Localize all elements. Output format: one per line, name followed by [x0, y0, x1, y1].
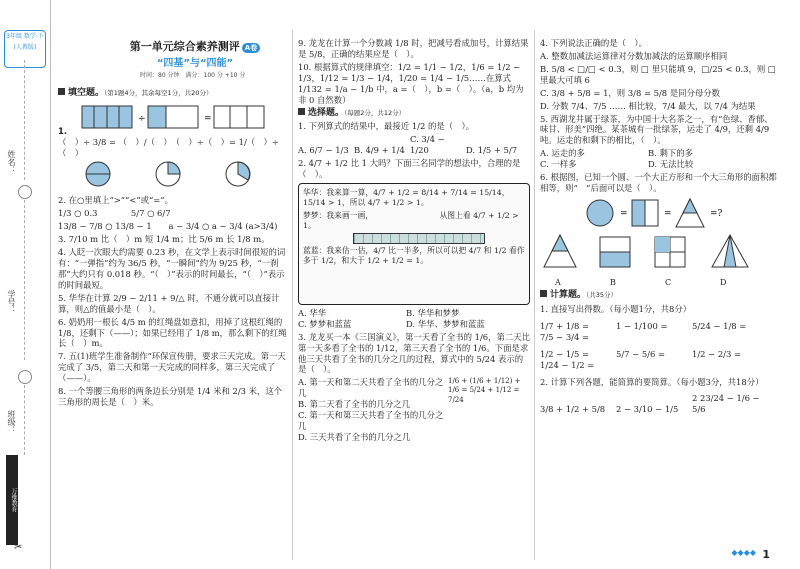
svg-text:=?: =? [710, 208, 723, 219]
option-c[interactable]: C. 一样多 [540, 159, 577, 170]
option-d[interactable]: D. 华华、梦梦和蓝蓝 [406, 318, 485, 329]
section-choice: 选择题。（每题2分，共12分） [298, 108, 530, 120]
grid-diagram [353, 233, 525, 244]
label-a[interactable]: A [555, 277, 561, 287]
scissors-icon: ✂ [14, 542, 23, 553]
fraction-rectangles [80, 104, 280, 132]
calc-item: 2 − 3/10 − 1/5 [616, 404, 679, 415]
option-b[interactable]: B. 剩下的多 [648, 148, 693, 159]
option-a[interactable]: A. 运走的多 [540, 148, 585, 159]
column-divider [292, 30, 293, 560]
calc-question-2: 2. 计算下列各题，能简算的要简算。（每小题3分，共18分） [540, 376, 764, 387]
version-tag: A卷 [242, 43, 260, 53]
dotted-line [24, 60, 25, 180]
section-fill-blank: 填空题。（第1题4分，其余每空1分，共20分） [58, 88, 288, 100]
option-a[interactable]: A. 第一天和第二天共看了全书的几分之几 [298, 377, 444, 399]
class-label: 班级： [7, 410, 16, 434]
dialog-lanlan: 蓝蓝：我来估一估，4/7 比一半多，所以可以把 4/7 和 1/2 看作多于 1/2，和大于 1/2 + 1/2 = 1。 [303, 246, 525, 266]
choice-question-6: 6. 根据图，已知一个圆、一个大正方形和一个大三角形的面积都相等，则“ ”后面可以是（ ）。 [540, 172, 777, 194]
page-number: 1 [762, 548, 770, 561]
choice-question-5: 5. 西湖龙井属于绿茶，为中国十大名茶之一，有“色绿、香郁、味甘、形美”四绝。某茶城有一批绿茶，运走了 4/9，还剩 4/9 吨。运走的和剩下的相比，（ ）。 [540, 113, 773, 146]
option-c[interactable]: C. 3/8 + 5/8 = 1，则 3/8 = 5/8 是同分母分数 [540, 87, 721, 98]
option-b[interactable]: B. 华华和梦梦 [406, 307, 460, 318]
dialog-huahua: 华华：我来算一算，4/7 + 1/2 = 8/14 + 7/14 = 15/14，15/14 > 1，所以 4/7 + 1/2 > 1。 [303, 187, 510, 207]
page-dots-decoration: ◆◆◆◆ [731, 548, 756, 557]
label-b[interactable]: B [610, 277, 616, 287]
page-header [100, 38, 290, 68]
question-1: 1. ÷ = （ ）÷ 3/8 = （ ）/（ ） （ ）÷（ ）= 1/（ ）÷（ ） [58, 102, 288, 194]
calc-item: 7/5 − 3/4 = [540, 331, 589, 342]
calc-item: 2 23/24 − 1/6 − 5/6 [692, 393, 760, 415]
option-d[interactable]: D. 分数 7/4、7/5 …… 相比较，7/4 最大，以 7/4 为结果 [540, 100, 756, 111]
svg-text:=: = [620, 208, 628, 219]
column-3 [540, 38, 780, 421]
binding-strip [0, 0, 51, 569]
calc-item: 3/8 + 1/2 + 5/8 [540, 404, 606, 415]
calc-item: 1 − 1/100 = [616, 320, 668, 331]
option-c[interactable]: C. 3/4 − 1/20 [410, 134, 445, 156]
choice-3-options [298, 377, 530, 443]
calc-question-1: 1. 直接写出得数。（每小题1分，共8分） [540, 303, 692, 314]
dotted-line [24, 200, 25, 360]
calc-item: 1/7 + 1/8 = [540, 320, 589, 331]
fraction-circles [68, 160, 268, 188]
grade-badge: 3年级 数学·下 (人教版) [4, 30, 46, 68]
student-dialog-box [298, 183, 530, 305]
calc-item: 5/7 − 5/6 = [616, 348, 665, 359]
option-d[interactable]: D. 1/5 + 5/7 [466, 145, 518, 156]
question-1-fractions: （ ）÷ 3/8 = （ ）/（ ） （ ）÷（ ）= 1/（ ）÷（ ） [58, 136, 279, 158]
calc-row-3 [540, 393, 780, 415]
dotted-line [24, 385, 25, 455]
option-a[interactable]: A. 整数加减法运算律对分数加减法的运算顺序相同 [540, 50, 728, 61]
question-5: 5. 华华在计算 2/9 − 2/11 + 9/△ 时，不通分就可以直接计算，则△的值最小是（ ）。 [58, 292, 280, 314]
option-c[interactable]: C. 梦梦和蓝蓝 [298, 318, 352, 329]
option-b[interactable]: B. 4/9 + 1/4 [354, 145, 405, 156]
option-d[interactable]: D. 无法比较 [648, 159, 694, 170]
calc-item: 1/2 − 2/3 = [692, 348, 741, 359]
school-label: 学号： [7, 290, 16, 314]
question-9: 9. 龙龙在计算一个分数减 1/8 时，把减号看成加号，计算结果是 5/8，正确的结果应是（ ）。 [298, 38, 529, 59]
page-title: 第一单元综合素养测评 A卷 [100, 38, 290, 54]
answer-figures [540, 233, 770, 275]
option-a[interactable]: A. 华华 [298, 307, 327, 318]
choice-question-3: 3. 龙龙买一本《三国演义》，第一天看了全书的 1/6，第二天比第一天多看了全书的 1/12，第三天看了全书的 1/6。下面是求他三天共看了全书的几分之几的过程，算式中的 5/24 表示的是（ ）。 [298, 331, 530, 375]
option-c[interactable]: C. 第一天和第三天共看了全书的几分之几 [298, 410, 444, 432]
option-b[interactable]: B. 5/8 < □/□ < 0.3，则 □ 里只能填 9，□/25 < 0.3，则 □ 里最大可填 6 [540, 63, 776, 85]
question-3: 3. 7/10 m 比（ ）m 短 1/4 m；比 5/6 m 长 1/8 m。 [58, 234, 270, 245]
option-d[interactable]: D. 三天共看了全书的几分之几 [298, 431, 411, 442]
binding-hole-1 [18, 185, 32, 199]
choice-question-4: 4. 下列说法正确的是（ ）。 [540, 38, 647, 48]
svg-text:=: = [664, 208, 672, 219]
choice-question-1: 1. 下列算式的结果中，最接近 1/2 的是（ ）。 [298, 121, 475, 132]
time-info: 时间：80 分钟 满分：100 分 +10 分 [140, 72, 246, 79]
choice-1-options [298, 134, 530, 156]
figure-labels [540, 278, 780, 288]
question-8: 8. 一个等腰三角形的两条边长分别是 1/4 米和 2/3 米，这个三角形的周长是（ ）米。 [58, 386, 283, 408]
name-label: 姓名： [7, 150, 16, 174]
column-2 [298, 38, 530, 445]
calc-row-2 [540, 349, 780, 371]
label-d[interactable]: D [720, 277, 727, 287]
column-divider [534, 30, 535, 560]
calc-item: 1/24 − 1/2 = [540, 359, 595, 370]
calc-row-1 [540, 321, 780, 343]
question-7: 7. 五(1)班学生准备制作“环保宣传册，要求三天完成。第一天完成了 3/5，第二天和第一天完成的同样多，第三天完成了（——）。 [58, 351, 286, 384]
page-subtitle: “四基”与“四能” [156, 58, 234, 69]
binding-hole-2 [18, 370, 32, 384]
choice-question-2: 2. 4/7 + 1/2 比 1 大吗？下面三名同学的想法中，合理的是（ ）。 [298, 157, 521, 179]
question-2-row-1: 1/3 ○ 0.3 5/7 ○ 6/7 [58, 208, 171, 219]
svg-text:=: = [203, 113, 212, 124]
calc-item: 5/24 − 1/8 = [692, 320, 747, 331]
question-2: 2. 在○里填上“>”“<”或“=”。 [58, 195, 173, 206]
question-6: 6. 奶奶用一根长 4/5 m 的红绳盘如意扣，用掉了这根红绳的 1/8，还剩下（——）；如果已经用了 1/8 m，那么剩下的红绳长（ ）m。 [58, 316, 287, 349]
calculation-process: 1/6 + (1/6 + 1/12) + 1/6 = 5/24 + 1/12 = 7/24 [448, 377, 521, 404]
choice-2-options [298, 308, 530, 330]
calc-item: 1/2 − 1/5 = [540, 348, 589, 359]
label-c[interactable]: C [665, 277, 672, 287]
svg-text:÷: ÷ [137, 113, 146, 124]
option-b[interactable]: B. 第二天看了全书的几分之几 [298, 399, 410, 410]
equal-area-shapes [540, 196, 770, 230]
question-2-row-2: 13/8 − 7/8 ○ 13/8 − 1 a − 3/4 ○ a − 3/4 (a>3/4) [58, 221, 278, 232]
choice-5-options [540, 148, 780, 170]
question-4: 4. 人眨一次眼大约需要 0.23 秒，在文学上表示时间很短的词有：“一弹指”约为 36/5 秒，“一瞬间”约为 9/25 秒，“一刹那”大约只有 0.018 秒。“（ ）”表示的时间最长，“（ ）”表示的时间最短。 [58, 247, 286, 290]
question-10: 10. 根据算式的规律填空：1/2 = 1/1 − 1/2，1/6 = 1/2 − 1/3，1/12 = 1/3 − 1/4，1/20 = 1/4 − 1/5……在算式 1/132 = 1/a − 1/b 中，a =（ ），b =（ ）。（a，b 均为非 0 自然数） [298, 61, 524, 105]
brand-strip: 万维教育 [6, 455, 18, 545]
option-a[interactable]: A. 6/7 − 1/3 [298, 145, 349, 156]
section-calculation: 计算题。（共35分） [540, 290, 780, 302]
column-1 [58, 86, 288, 410]
dialog-mengmeng: 梦梦：我来画一画， 从图上看 4/7 + 1/2 > 1。 [303, 211, 519, 231]
